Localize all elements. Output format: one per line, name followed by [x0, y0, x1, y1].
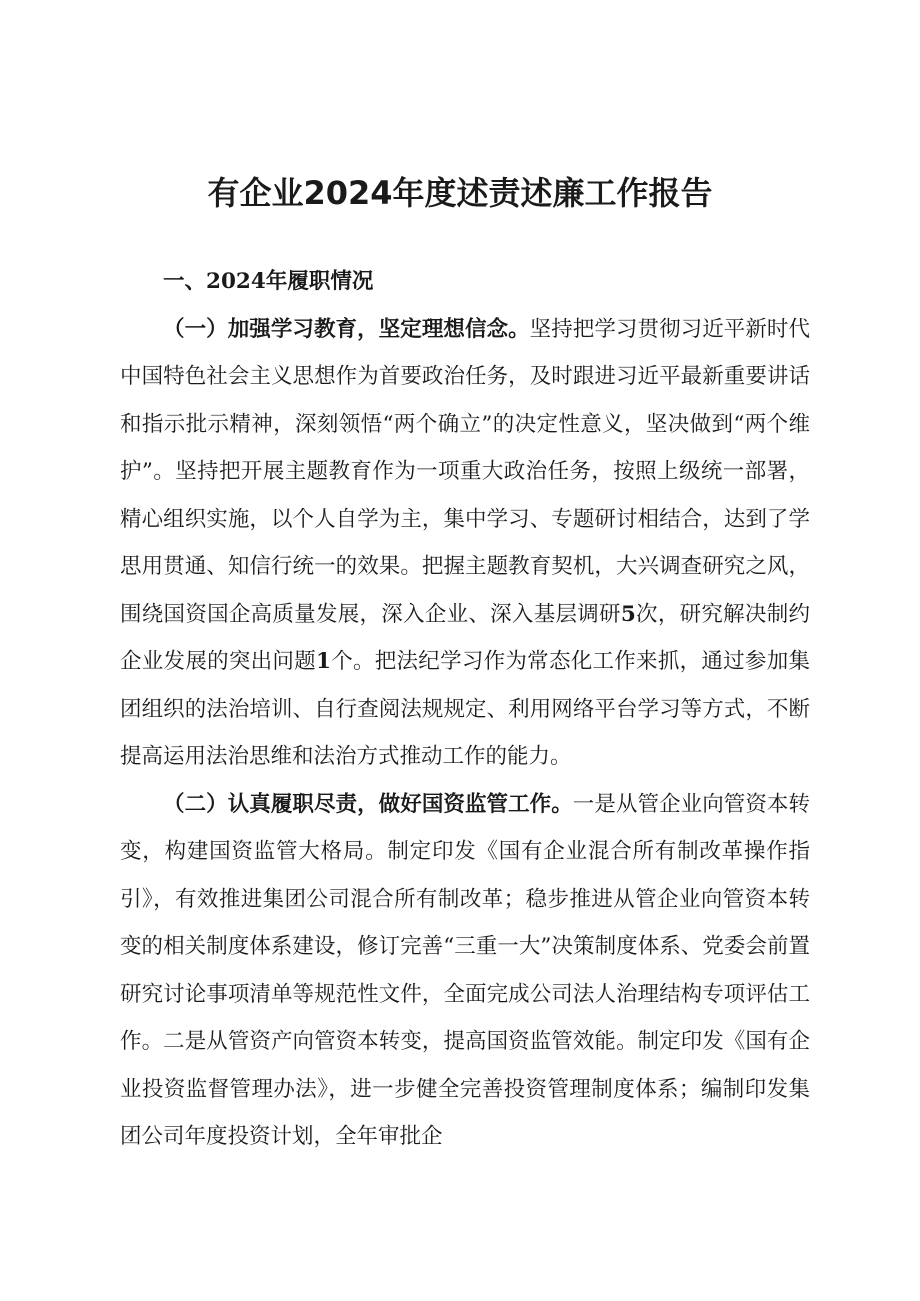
paragraph-2: [120, 781, 810, 1161]
document-body: [120, 258, 810, 1161]
paragraph-1-text-c: 个。把法纪学习作为常态化工作来抓，通过参加集团组织的法治培训、自行查阅法规规定、利用网络平台学习等方式，不断提高运用法治思维和法治方式推动工作的能力。: [120, 649, 810, 769]
paragraph-2-lead: （二）认真履职尽责，做好国资监管工作。: [163, 791, 573, 817]
paragraph-1: [120, 306, 810, 781]
document-title: 有企业2024年度述责述廉工作报告: [207, 174, 713, 212]
paragraph-1-lead: （一）加强学习教育，坚定理想信念。: [163, 316, 530, 342]
paragraph-1-text-a: 坚持把学习贯彻习近平新时代中国特色社会主义思想作为首要政治任务，及时跟进习近平最新重要讲话和指示批示精神，深刻领悟“两个确立”的决定性意义，坚决做到“两个维护”。坚持把开展主题教育作为一项重大政治任务，按照上级统一部署，精心组织实施，以个人自学为主，集中学习、专题研讨相结合，达到了学思用贯通、知信行统一的效果。把握主题教育契机，大兴调查研究之风，围绕国资国企高质量发展，深入企业、深入基层调研: [120, 316, 810, 627]
paragraph-1-number-b: 1: [315, 649, 331, 674]
section-heading-1: 一、2024年履职情况: [163, 269, 374, 294]
paragraph-2-text-a: 一是从管企业向管资本转变，构建国资监管大格局。制定印发《国有企业混合所有制改革操作指引》，有效推进集团公司混合所有制改革；稳步推进从管企业向管资本转变的相关制度体系建设，修订完善“三重一大”决策制度体系、党委会前置研究讨论事项清单等规范性文件，全面完成公司法人治理结构专项评估工作。二是从管资产向管资本转变，提高国资监管效能。制定印发《国有企业投资监督管理办法》，进一步健全完善投资管理制度体系；编制印发集团公司年度投资计划，全年审批企: [120, 791, 810, 1149]
paragraph-1-number-a: 5: [620, 601, 636, 627]
paragraph-1-text-b: 次，研究解决制约企业发展的突出问题: [120, 601, 810, 674]
